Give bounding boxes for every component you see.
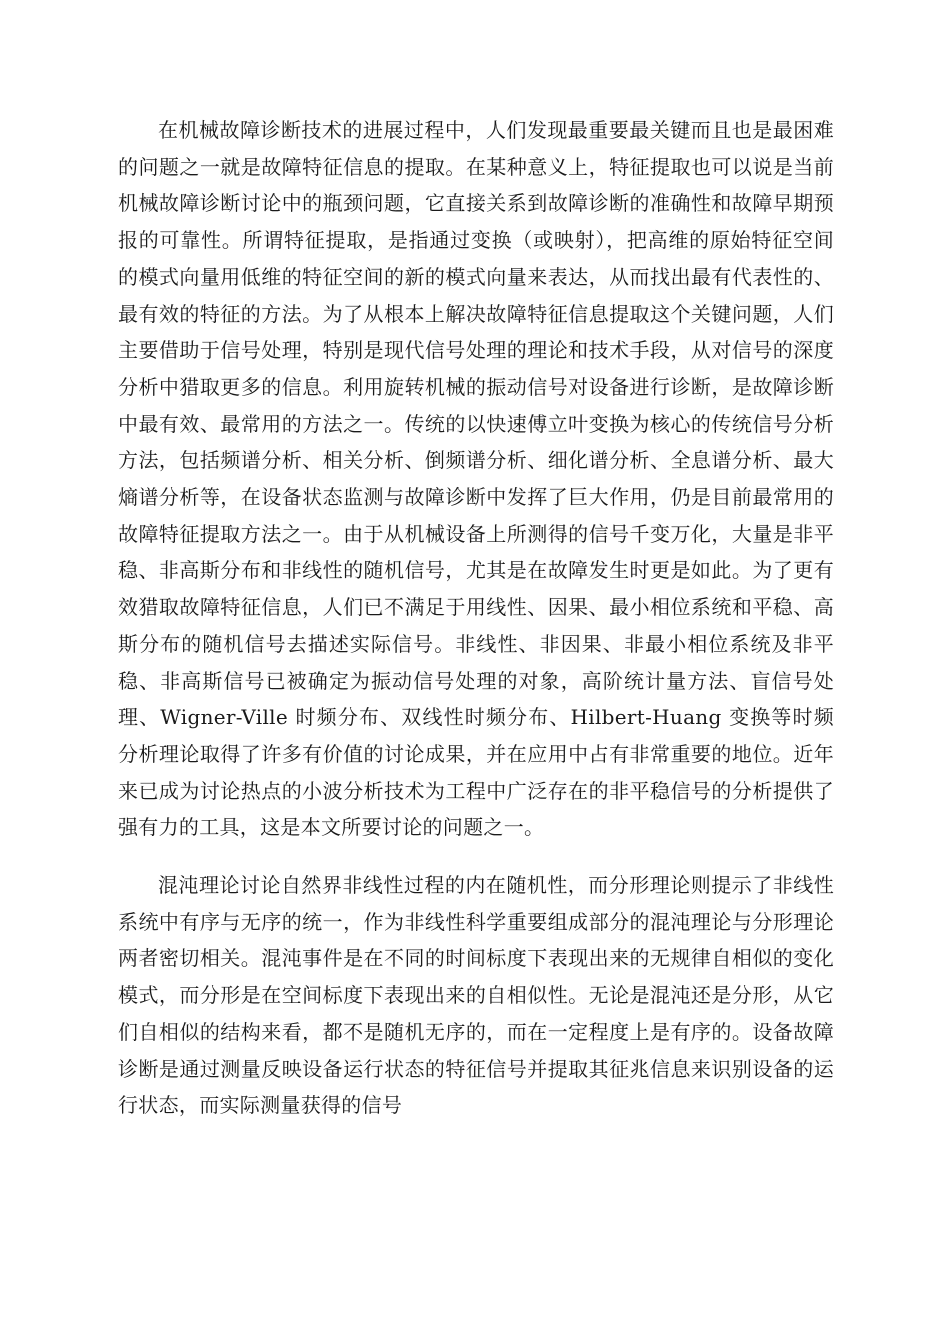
paragraph-feature-extraction: 在机械故障诊断技术的进展过程中，人们发现最重要最关键而且也是最困难的问题之一就是故障特征信息的提取。在某种意义上，特征提取也可以说是当前机械故障诊断讨论中的瓶颈问题，它直接关系到故障诊断的准确性和故障早期预报的可靠性。所谓特征提取，是指通过变换（或映射），把高维的原始特征空间的模式向量用低维的特征空间的新的模式向量来表达，从而找出最有代表性的、最有效的特征的方法。为了从根本上解决故障特征信息提取这个关键问题，人们主要借助于信号处理，特别是现代信号处理的理论和技术手段，从对信号的深度分析中猎取更多的信息。利用旋转机械的振动信号对设备进行诊断，是故障诊断中最有效、最常用的方法之一。传统的以快速傅立叶变换为核心的传统信号分析方法，包括频谱分析、相关分析、倒频谱分析、细化谱分析、全息谱分析、最大熵谱分析等，在设备状态监测与故障诊断中发挥了巨大作用，仍是目前最常用的故障特征提取方法之一。由于从机械设备上所测得的信号千变万化，大量是非平稳、非高斯分布和非线性的随机信号，尤其是在故障发生时更是如此。为了更有效猎取故障特征信息，人们已不满足于用线性、因果、最小相位系统和平稳、高斯分布的随机信号去描述实际信号。非线性、非因果、非最小相位系统及非平稳、非高斯信号已被确定为振动信号处理的对象，高阶统计量方法、盲信号处理、Wigner-Ville 时频分布、双线性时频分布、Hilbert-Huang 变换等时频分析理论取得了许多有价值的讨论成果，并在应用中占有非常重要的地位。近年来已成为讨论热点的小波分析技术为工程中广泛存在的非平稳信号的分析提供了强有力的工具，这是本文所要讨论的问题之一。 bbox=[118, 118, 834, 840]
document-body bbox=[118, 112, 834, 1124]
paragraph-chaos-fractal: 混沌理论讨论自然界非线性过程的内在随机性，而分形理论则提示了非线性系统中有序与无序的统一，作为非线性科学重要组成部分的混沌理论与分形理论两者密切相关。混沌事件是在不同的时间标度下表现出来的无规律自相似的变化模式，而分形是在空间标度下表现出来的自相似性。无论是混沌还是分形，从它们自相似的结构来看，都不是随机无序的，而在一定程度上是有序的。设备故障诊断是通过测量反映设备运行状态的特征信号并提取其征兆信息来识别设备的运行状态，而实际测量获得的信号 bbox=[118, 873, 834, 1118]
